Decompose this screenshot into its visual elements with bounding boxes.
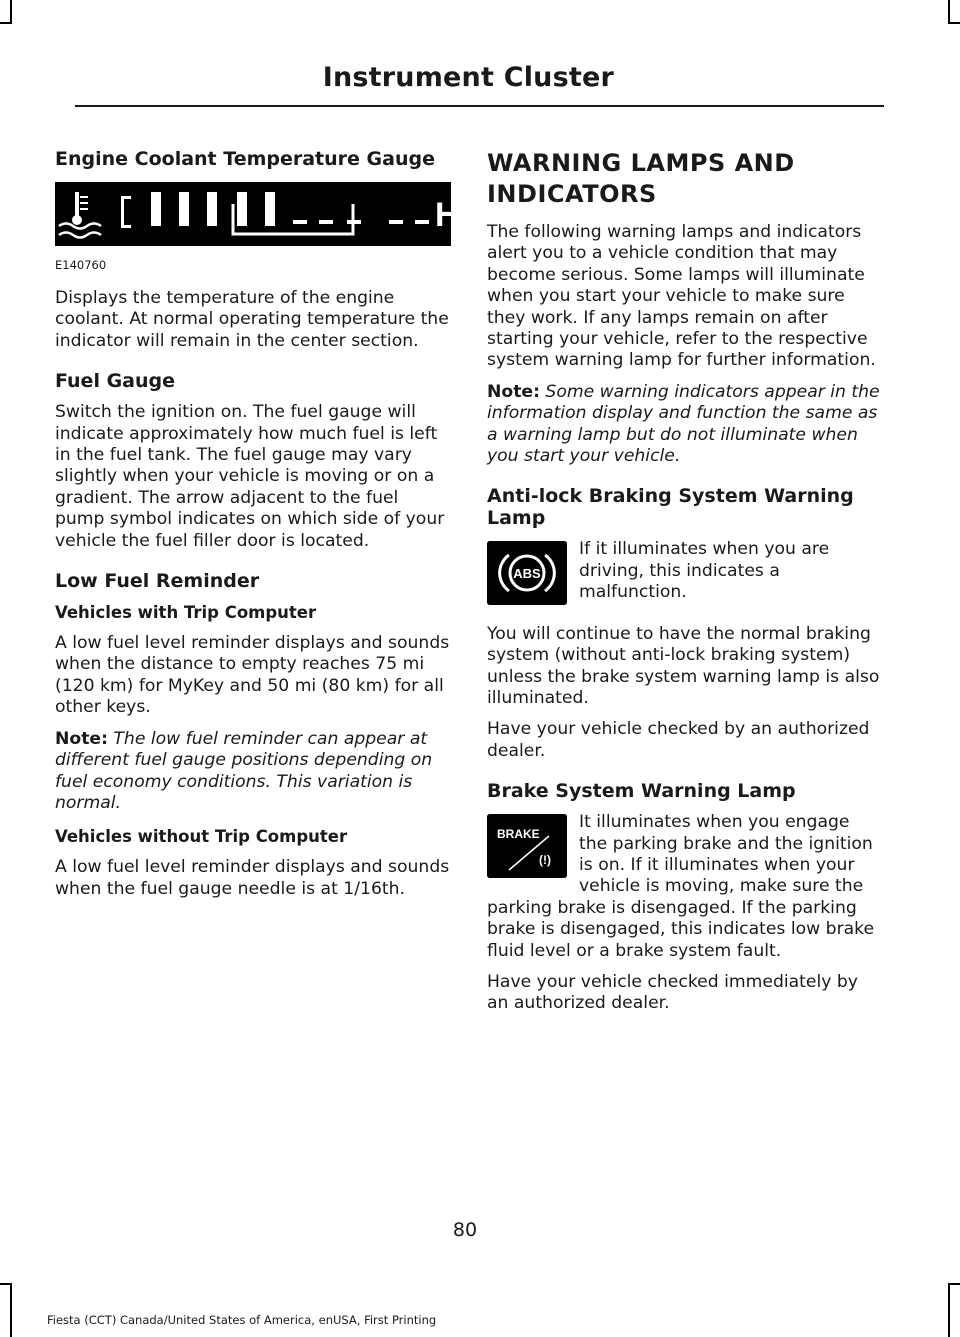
fuel-gauge-heading: Fuel Gauge: [55, 370, 176, 393]
svg-text:BRAKE: BRAKE: [497, 827, 540, 842]
abs-body-1: You will continue to have the normal braking system (without anti-lock braking system) unless the brake system warning lamp is also illuminated.: [487, 623, 880, 708]
abs-body-2: Have your vehicle checked by an authorized dealer.: [487, 719, 870, 761]
warning-lamps-heading: [487, 148, 881, 210]
crop-mark: [0, 22, 12, 24]
warning-note: [487, 382, 881, 468]
note-body: Some warning indicators appear in the information display and function the same as a warning lamp but do not illuminate when you start your vehicle.: [487, 381, 880, 467]
warning-body: The following warning lamps and indicators alert you to a vehicle condition that may become serious. Some lamps will illuminate when you start your vehicle to make sure they work. If any lamps remain on after starting your vehicle, refer to the respective system warning lamp for further information.: [487, 222, 876, 371]
page-title: Instrument Cluster: [322, 62, 614, 93]
svg-text:ABS: ABS: [513, 566, 541, 582]
coolant-gauge-figure: [55, 182, 460, 246]
figure-label: E140760: [55, 258, 107, 272]
abs-warning-icon: [487, 541, 567, 605]
low-fuel-note: [55, 729, 451, 815]
abs-lamp-block: [487, 539, 881, 613]
brake-lamp-block: [487, 812, 881, 962]
footer-text: Fiesta (CCT) Canada/United States of America, enUSA, First Printing: [47, 1313, 437, 1327]
note-label: Note:: [55, 728, 108, 749]
right-column: [487, 148, 881, 1025]
crop-mark: [10, 0, 12, 22]
svg-text:(!): (!): [539, 853, 551, 868]
no-trip-computer-heading: Vehicles without Trip Computer: [55, 827, 348, 847]
no-trip-computer-body: A low fuel level reminder displays and sounds when the fuel gauge needle is at 1/16th.: [55, 857, 450, 899]
coolant-body: Displays the temperature of the engine coolant. At normal operating temperature the indicator will remain in the center section.: [55, 288, 449, 351]
warning-heading-line1: WARNING LAMPS AND: [487, 149, 795, 177]
brake-lamp-text: It illuminates when you engage the parking brake and the ignition is on. If it illuminates when your vehicle is moving, make sure the parking brake is disengaged. If the parking brake is disengaged, this indicates low brake fluid level or a brake system fault.: [487, 812, 875, 961]
trip-computer-body: A low fuel level reminder displays and sounds when the distance to empty reaches 75 mi (120 km) for MyKey and 50 mi (80 km) for all other keys.: [55, 633, 450, 718]
note-label: Note:: [487, 381, 540, 402]
page-number: 80: [452, 1219, 478, 1241]
crop-mark: [948, 22, 960, 24]
crop-mark: [10, 1283, 12, 1337]
coolant-heading: Engine Coolant Temperature Gauge: [55, 148, 435, 170]
brake-heading: Brake System Warning Lamp: [487, 780, 796, 803]
header-divider: [75, 105, 884, 107]
left-column: [55, 148, 460, 910]
fuel-gauge-body: Switch the ignition on. The fuel gauge will indicate approximately how much fuel is left in the fuel tank. The fuel gauge may vary slightly when your vehicle is moving or on a gradient. The arrow adjacent to the fuel pump symbol indicates on which side of your vehicle the fuel filler door is located.: [55, 402, 445, 551]
crop-mark: [948, 0, 950, 22]
svg-text:H: H: [435, 196, 460, 234]
abs-heading: Anti-lock Braking System Warning Lamp: [487, 485, 854, 530]
brake-body: Have your vehicle checked immediately by an authorized dealer.: [487, 971, 858, 1014]
abs-lamp-text: If it illuminates when you are driving, this indicates a malfunction.: [579, 539, 830, 603]
warning-heading-line2: INDICATORS: [487, 180, 657, 208]
brake-warning-icon: [487, 814, 567, 878]
crop-mark: [948, 1283, 950, 1337]
low-fuel-heading: Low Fuel Reminder: [55, 570, 260, 593]
note-body: The low fuel reminder can appear at different fuel gauge positions depending on fuel economy conditions. This variation is normal.: [55, 728, 433, 813]
trip-computer-heading: Vehicles with Trip Computer: [55, 603, 317, 623]
